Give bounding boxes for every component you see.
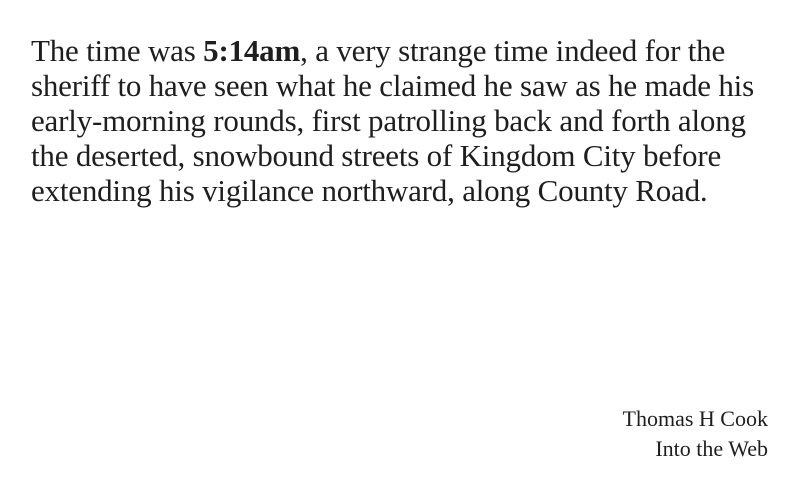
author-name: Thomas H Cook — [622, 406, 768, 431]
quote-time-emphasis: 5:14am — [203, 33, 301, 68]
attribution — [623, 404, 768, 464]
quote-text-before: The time was — [31, 33, 204, 68]
book-title: Into the Web — [655, 436, 768, 461]
quote-text-after: , a very strange time indeed for the sheriff to have seen what he claimed he saw as he made his early-morning rounds, first patrolling back and forth along the deserted, snowbound streets of Kingdom City before extending his vigilance northward, along County Road. — [31, 33, 754, 208]
quote-text — [31, 33, 776, 208]
